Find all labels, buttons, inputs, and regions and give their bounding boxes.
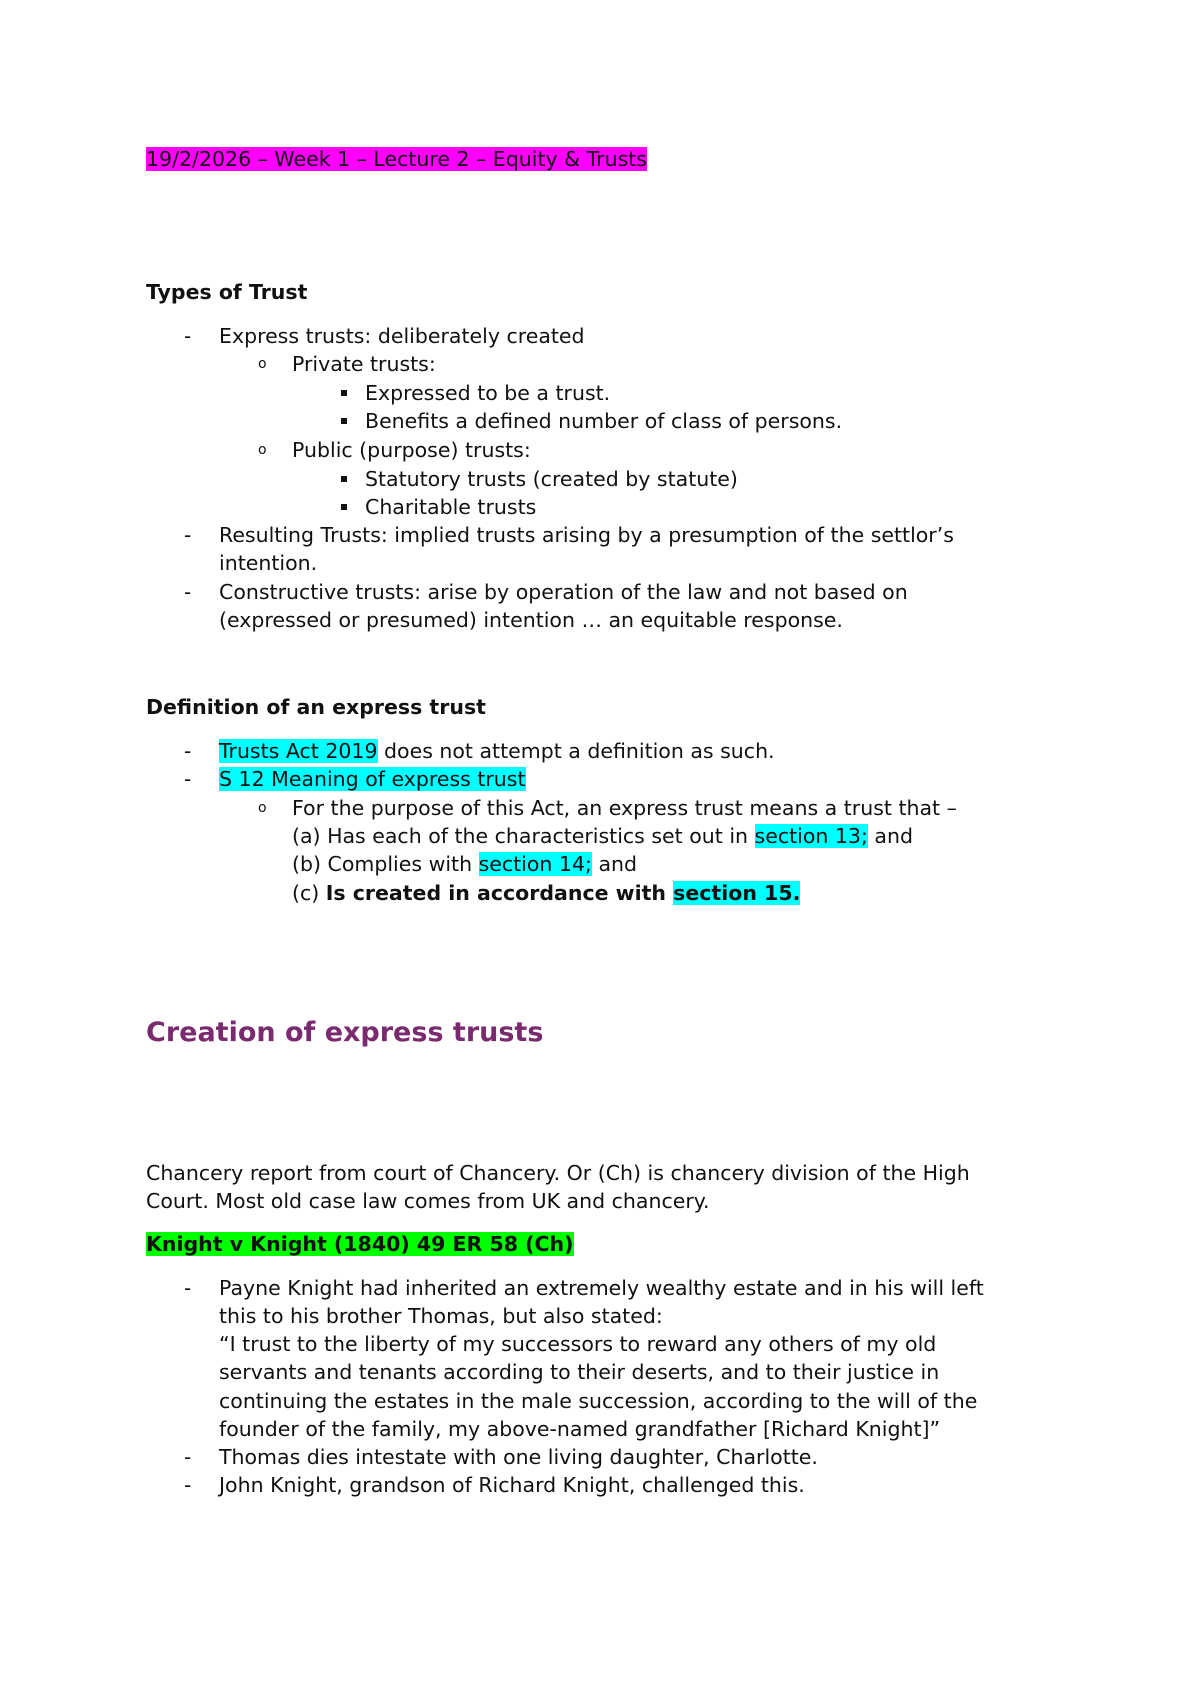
case-quote-line-3: continuing the estates in the male succession, according to the will of the [219, 1389, 978, 1413]
private-trusts-item: Private trusts: [292, 352, 436, 376]
resulting-trusts-line-1: Resulting Trusts: implied trusts arising by a presumption of the settlor’s [219, 523, 954, 547]
lecture-title-text: 19/2/2026 – Week 1 – Lecture 2 – Equity & Trusts [146, 147, 647, 171]
dash-marker: - [184, 1473, 192, 1497]
private-sub-item-2: Benefits a defined number of class of persons. [365, 409, 843, 433]
circle-bullet-icon: o [258, 356, 267, 372]
case-bullet-1-line-2: this to his brother Thomas, but also stated: [219, 1304, 663, 1328]
chancery-para-line-1: Chancery report from court of Chancery. Or (Ch) is chancery division of the High [146, 1161, 970, 1185]
public-trusts-item: Public (purpose) trusts: [292, 438, 531, 462]
s12-highlight: S 12 Meaning of express trust [219, 767, 526, 791]
dash-marker: - [184, 739, 192, 763]
dash-marker: - [184, 1445, 192, 1469]
case-quote-line-2: servants and tenants according to their deserts, and to their justice in [219, 1360, 940, 1384]
square-bullet-icon [341, 476, 347, 482]
dash-marker: - [184, 1276, 192, 1300]
dash-marker: - [184, 767, 192, 791]
clause-a-end: and [867, 824, 913, 848]
public-sub-item-2: Charitable trusts [365, 495, 537, 519]
section-14-highlight: section 14; [478, 852, 592, 876]
clause-b-text: (b) Complies with [292, 852, 479, 876]
circle-bullet-icon: o [258, 442, 267, 458]
clause-b-end: and [591, 852, 638, 876]
constructive-trusts-line-2: (expressed or presumed) intention … an equitable response. [219, 608, 843, 632]
case-quote-line-4: founder of the family, my above-named grandfather [Richard Knight]” [219, 1417, 941, 1441]
square-bullet-icon [341, 390, 347, 396]
constructive-trusts-line-1: Constructive trusts: arise by operation of the law and not based on [219, 580, 908, 604]
trusts-act-item [219, 738, 775, 764]
clause-a-text: (a) Has each of the characteristics set out in [292, 824, 755, 848]
section-15-highlight: section 15. [673, 881, 801, 905]
resulting-trusts-line-2: intention. [219, 551, 318, 575]
definition-heading: Definition of an express trust [146, 695, 486, 719]
clause-c-bold: Is created in accordance with [325, 881, 674, 905]
case-bullet-3: John Knight, grandson of Richard Knight, challenged this. [219, 1473, 805, 1497]
case-bullet-1-line-1: Payne Knight had inherited an extremely wealthy estate and in his will left [219, 1276, 984, 1300]
public-sub-item-1: Statutory trusts (created by statute) [365, 467, 738, 491]
trusts-act-highlight: Trusts Act 2019 [219, 739, 378, 763]
s12-clause-a [292, 823, 913, 849]
s12-clause-b [292, 851, 637, 877]
dash-marker: - [184, 523, 192, 547]
case-title [146, 1231, 574, 1257]
trusts-act-rest: does not attempt a definition as such. [377, 739, 775, 763]
express-trusts-item: Express trusts: deliberately created [219, 324, 585, 348]
clause-c-text: (c) [292, 881, 326, 905]
square-bullet-icon [341, 418, 347, 424]
creation-heading: Creation of express trusts [146, 1017, 544, 1048]
circle-bullet-icon: o [258, 800, 267, 816]
section-13-highlight: section 13; [754, 824, 868, 848]
dash-marker: - [184, 324, 192, 348]
private-sub-item-1: Expressed to be a trust. [365, 381, 611, 405]
case-quote-line-1: “I trust to the liberty of my successors to reward any others of my old [219, 1332, 937, 1356]
case-bullet-2: Thomas dies intestate with one living daughter, Charlotte. [219, 1445, 818, 1469]
square-bullet-icon [341, 504, 347, 510]
dash-marker: - [184, 580, 192, 604]
s12-clause-c [292, 880, 800, 906]
types-heading: Types of Trust [146, 280, 308, 304]
chancery-para-line-2: Court. Most old case law comes from UK and chancery. [146, 1189, 710, 1213]
lecture-title [146, 146, 647, 172]
s12-item [219, 766, 526, 792]
s12-intro: For the purpose of this Act, an express trust means a trust that – [292, 796, 957, 820]
case-title-highlight: Knight v Knight (1840) 49 ER 58 (Ch) [146, 1232, 574, 1256]
